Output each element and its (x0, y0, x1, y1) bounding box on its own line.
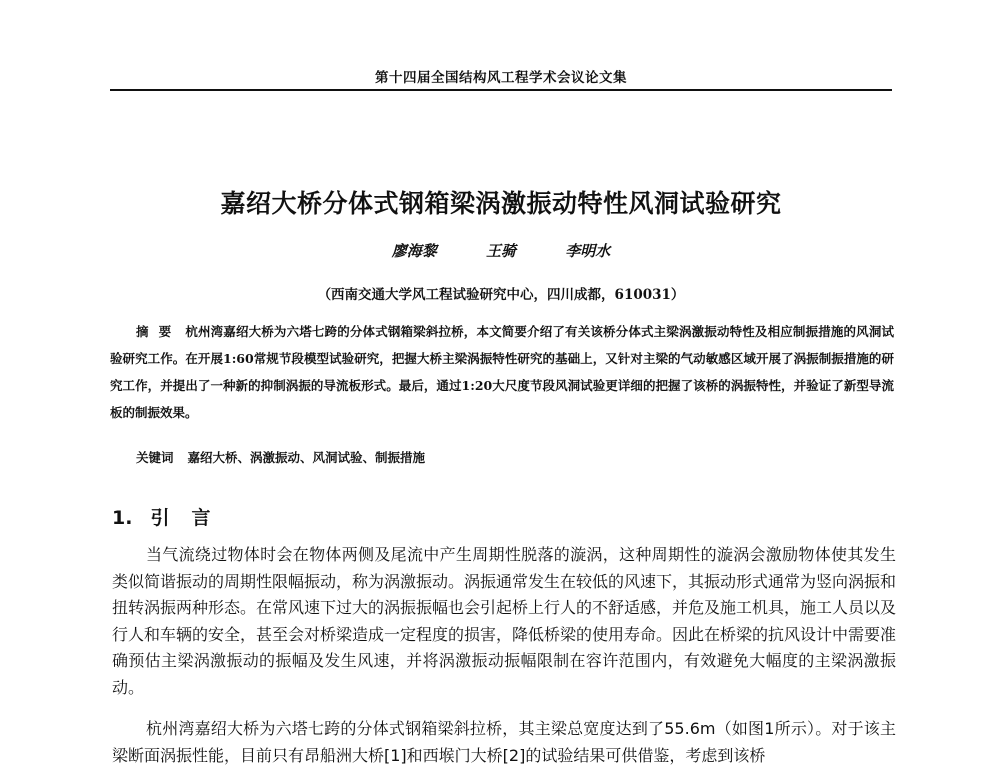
abstract-label: 摘要 (136, 324, 182, 339)
abstract (110, 318, 894, 426)
author-list (110, 240, 892, 261)
author-name: 廖海黎 (391, 242, 437, 260)
keywords (136, 448, 896, 466)
abstract-text: 杭州湾嘉绍大桥为六塔七跨的分体式钢箱梁斜拉桥，本文简要介绍了有关该桥分体式主梁涡激振动特性及相应制振措施的风洞试验研究工作。在开展1:60常规节段模型试验研究，把握大桥主梁涡振特性研究的基础上，又针对主梁的气动敏感区域开展了涡振制振措施的研究工作，并提出了一种新的抑制涡振的导流板形式。最后，通过1:20大尺度节段风洞试验更详细的把握了该桥的涡振特性，并验证了新型导流板的制振效果。 (110, 324, 894, 420)
paper-title: 嘉绍大桥分体式钢箱梁涡激振动特性风洞试验研究 (220, 189, 782, 218)
section-title: 引言 (150, 507, 233, 529)
keywords-label: 关键词 (136, 450, 174, 465)
section-heading (112, 503, 232, 530)
body-paragraph: 当气流绕过物体时会在物体两侧及尾流中产生周期性脱落的漩涡，这种周期性的漩涡会激励物体使其发生类似简谐振动的周期性限幅振动，称为涡激振动。涡振通常发生在较低的风速下，其振动形式通常为竖向涡振和扭转涡振两种形态。在常风速下过大的涡振振幅也会引起桥上行人的不舒适感，并危及施工机具，施工人员以及行人和车辆的安全，甚至会对桥梁造成一定程度的损害，降低桥梁的使用寿命。因此在桥梁的抗风设计中需要准确预估主梁涡激振动的振幅及发生风速，并将涡激振动振幅限制在容许范围内，有效避免大幅度的主梁涡激振动。 (112, 545, 897, 697)
keywords-text: 嘉绍大桥、涡激振动、风洞试验、制振措施 (187, 450, 426, 465)
author-name: 李明水 (565, 242, 611, 260)
body-paragraph: 杭州湾嘉绍大桥为六塔七跨的分体式钢箱梁斜拉桥，其主梁总宽度达到了55.6m（如图1所示）。对于该主梁断面涡振性能，目前只有昂船洲大桥[1]和西堠门大桥[2]的试验结果可供借鉴，考虑到该桥 (112, 719, 896, 765)
header-rule (110, 89, 892, 91)
running-head: 第十四届全国结构风工程学术会议论文集 (375, 70, 627, 86)
affiliation: （西南交通大学风工程试验研究中心，四川成都，610031） (317, 287, 685, 303)
author-name: 王骑 (485, 242, 516, 260)
section-number: 1. (112, 507, 133, 529)
